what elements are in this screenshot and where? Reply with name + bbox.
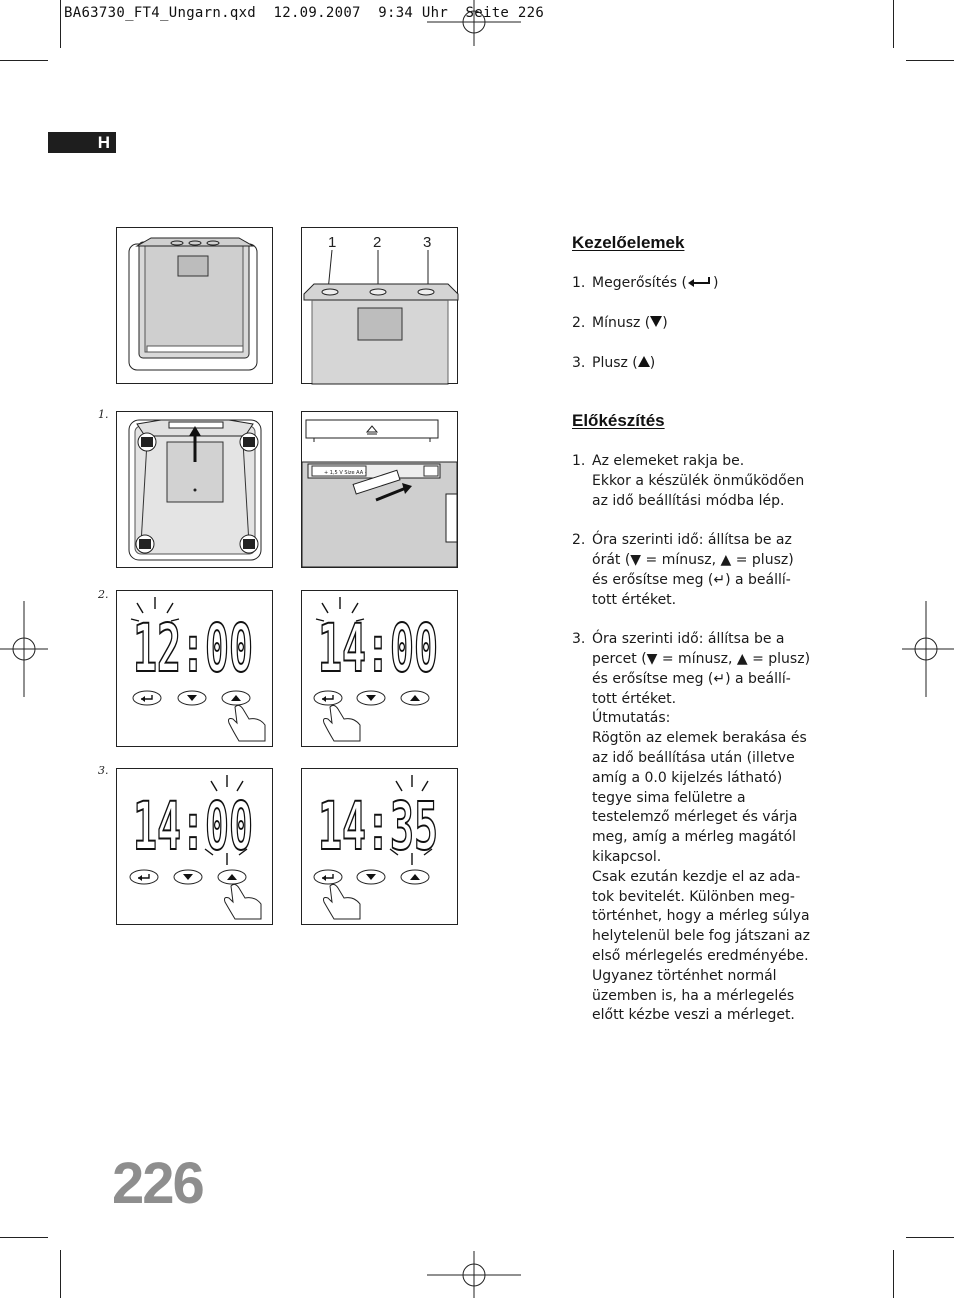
controls-item-minus: 2. Mínusz ( ) (572, 314, 668, 331)
print-header: BA63730_FT4_Ungarn.qxd 12.09.2007 9:34 Uhr Seite 226 (64, 5, 545, 21)
pointing-hand-icon (324, 884, 361, 919)
battery-insertion-illustration (301, 411, 458, 568)
controls-item-plus: 3. Plusz ( ) (572, 354, 656, 371)
page-number: 226 (112, 1151, 203, 1216)
enter-button-icon (314, 691, 342, 705)
display-minute-set-illustration (116, 768, 273, 925)
lcd-time-14-35: 14:35 (318, 788, 438, 865)
lcd-time-14-00-minutes: 14:00 (133, 788, 253, 865)
figure-row-label-1: 1. (98, 408, 109, 421)
language-tab (48, 132, 116, 153)
battery-label: + 1,5 V Size AA - (324, 470, 367, 476)
preparation-item-1: 1. Az elemeket rakja be. Ekkor a készülék önműködően az idő beállítási módba lép. (572, 453, 805, 509)
control-panel-illustration (301, 227, 458, 384)
display-hour-14-illustration (301, 590, 458, 747)
scale-front-illustration (116, 227, 273, 384)
pointing-hand-icon (324, 705, 361, 741)
language-tab-label: H (97, 133, 110, 152)
battery-compartment-underside-illustration (116, 411, 273, 568)
pointing-hand-icon (225, 884, 262, 919)
preparation-item-2: 2. Óra szerinti idő: állítsa be az órát (▼ = mínusz, ▲ = plusz) és erősítse meg (↵) a beállí- tott értéket. (572, 532, 794, 608)
enter-button-icon (133, 691, 161, 705)
preparation-list (572, 452, 822, 1026)
control-number-1: 1 (328, 234, 337, 251)
controls-item-confirm: 1. Megerősítés ( ) (572, 275, 719, 291)
enter-button-icon (130, 870, 158, 884)
lcd-time-14-00: 14:00 (318, 610, 438, 687)
controls-heading: Kezelőelemek (572, 233, 685, 252)
controls-list (572, 274, 822, 373)
figure-row-label-3: 3. (98, 764, 109, 777)
lcd-time-12-00: 12:00 (133, 610, 253, 687)
enter-icon (687, 276, 713, 288)
enter-button-icon (314, 870, 342, 884)
down-triangle-icon (650, 316, 662, 327)
control-number-2: 2 (373, 234, 382, 251)
display-minute-confirm-illustration (301, 768, 458, 925)
figure-row-label-2: 2. (98, 588, 109, 601)
display-hour-12-illustration (116, 590, 273, 747)
control-number-3: 3 (423, 234, 432, 251)
preparation-item-3: 3. Óra szerinti idő: állítsa be a percet (▼ = mínusz, ▲ = plusz) és erősítse meg (↵) a beállí- tott értéket. Útmutatás: Rögtön az elemek berakása és az idő beállítása után (illetve amíg a 0.0 kijelzés látható) tegye sima felületre a testelemző mérleget és várja meg, amíg a mérleg magától kikapcsol. Csak ezután kezdje el az ada- tok bevitelét. Különben meg- történhet, hogy a mérleg súlya helytelenül bele fog játszani az első mérlegelés eredményébe. Ugyanez történhet normál üzemben is, ha a mérlegelés előtt kézbe veszi a mérleget. (572, 631, 811, 1024)
preparation-heading: Előkészítés (572, 411, 665, 430)
up-triangle-icon (638, 356, 650, 367)
pointing-hand-icon (229, 705, 266, 741)
